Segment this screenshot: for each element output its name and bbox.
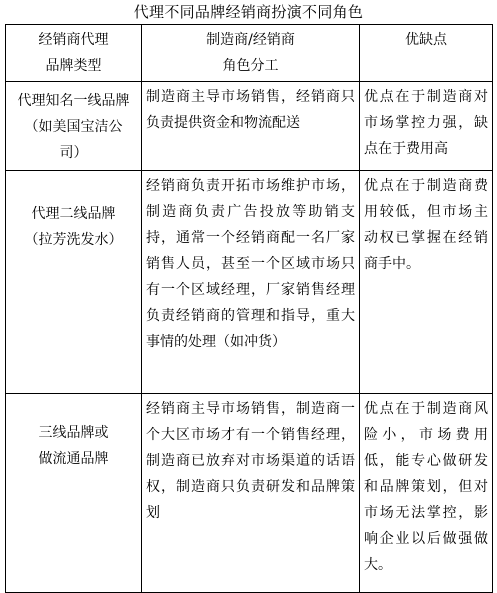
header-pros-cons-line-1: 优缺点 [405,32,447,48]
role-division-cell: 经销商负责开拓市场维护市场，制造商负责广告投放等助销支持，通常一个经销商配一名厂家销售人员，甚至一个区域市场只有一个区域经理，厂家销售经理负责经销商的管理和指导，重大事情的处理（如冲货） [142,171,360,394]
table-row [6,82,493,171]
brand-type-cell [6,171,142,394]
brand-type-line: 司） [59,145,88,161]
pros-cons-cell: 优点在于制造商对市场掌控力强，缺点在于费用高 [360,82,493,171]
pros-cons-cell: 优点在于制造商风险小，市场费用低，能专心做研发和品牌策划，但对市场无法掌控，影响企业以后做强做大。 [360,394,493,593]
header-brand-type-line-2: 品牌类型 [45,58,102,74]
header-brand-type-line-1: 经销商代理 [38,32,109,48]
role-division-cell: 经销商主导市场销售，制造商一个大区市场才有一个销售经理，制造商已放弃对市场渠道的话语权，制造商只负责研发和品牌策划 [142,394,360,593]
table-row [6,171,493,394]
role-division-cell: 制造商主导市场销售，经销商只负责提供资金和物流配送 [142,82,360,171]
table-row [6,394,493,593]
brand-type-line: 代理知名一线品牌 [17,93,130,109]
brand-type-cell [6,82,142,171]
header-pros-cons [360,25,493,82]
brand-type-line: 做流通品牌 [38,451,109,467]
pros-cons-cell: 优点在于制造商费用较低，但市场主动权已掌握在经销商手中。 [360,171,493,394]
distributor-role-table [5,24,493,593]
table-header-row [6,25,493,82]
brand-type-line: 三线品牌或 [38,425,109,441]
table-caption: 代理不同品牌经销商扮演不同角色 [133,3,364,21]
brand-type-cell [6,394,142,593]
header-brand-type [6,25,142,82]
brand-type-line: （如美国宝洁公 [24,119,123,135]
header-role-line-2: 角色分工 [222,58,279,74]
header-role-line-1: 制造商/经销商 [206,32,295,48]
header-role-division [142,25,360,82]
brand-type-line: 代理二线品牌 [31,206,116,222]
brand-type-line: （拉芳洗发水） [24,232,123,248]
